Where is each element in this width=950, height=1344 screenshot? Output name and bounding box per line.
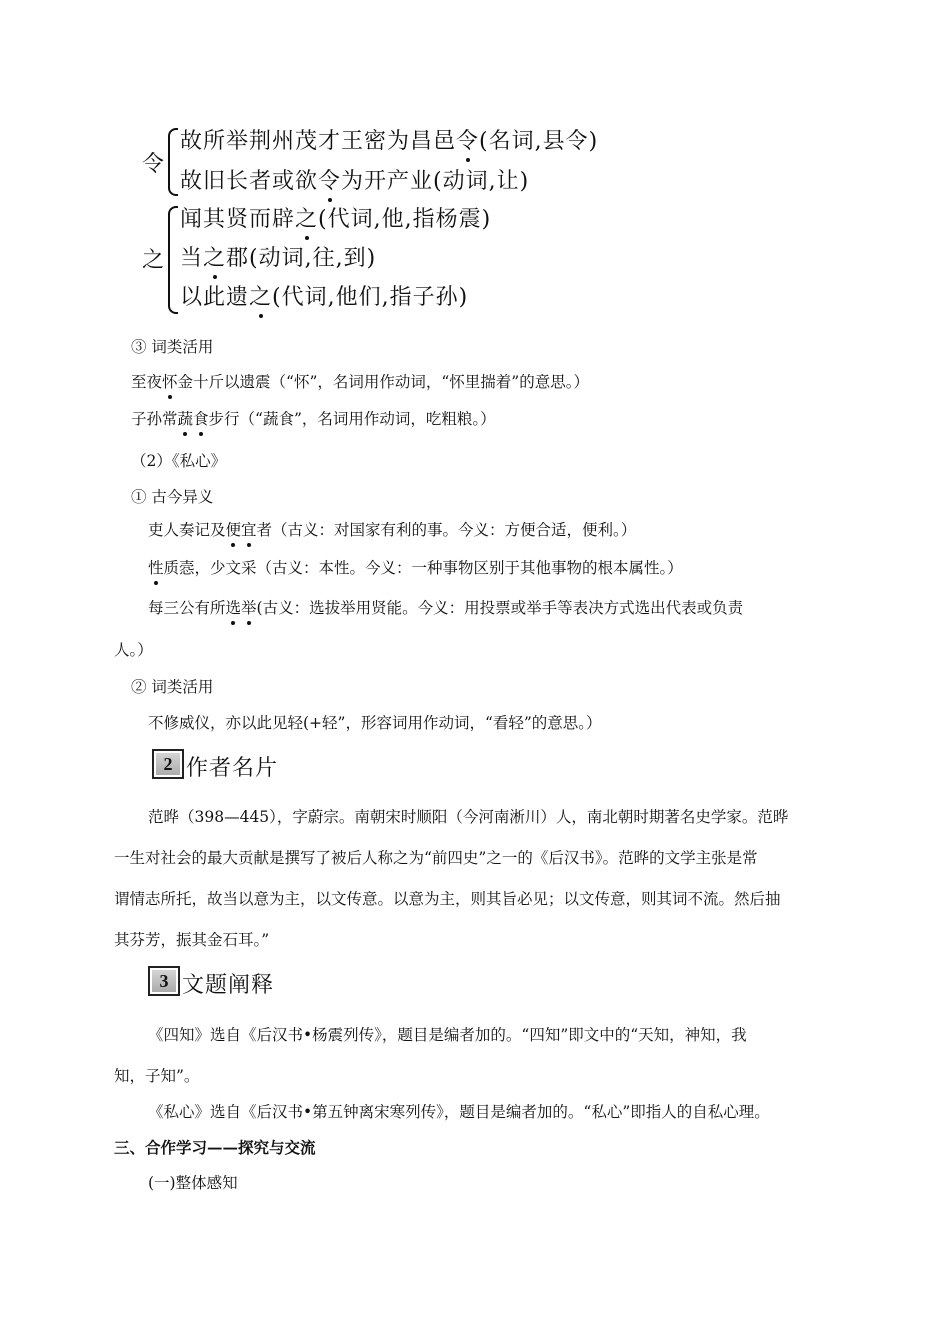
author-line-1: 范晔（398—445），字蔚宗。南朝宋时顺阳（今河南淅川）人，南北朝时期著名史学家。范晔 <box>148 808 789 826</box>
zhi-line-1: 闻其贤而辟之(代词,他,指杨震) <box>180 202 491 233</box>
emphasis-mark: 宜 <box>241 518 257 540</box>
author-line-3: 谓情志所托，故当以意为主，以文传意。以意为主，则其旨必见；以文传意，则其词不流。然后抽 <box>114 890 781 908</box>
ling-brace <box>168 128 178 196</box>
emphasis-mark: 性 <box>148 556 164 578</box>
zhi-line-2: 当之郡(动词,往,到) <box>180 241 376 272</box>
cilei2-sentence: 不修威仪，亦以此见轻(+轻”，形容词用作动词，“看轻”的意思。） <box>148 714 602 732</box>
zhi-line-3: 以此遗之(代词,他们,指子孙) <box>180 280 468 311</box>
title-expl-para-2: 《私心》选自《后汉书•第五钟离宋寒列传》，题目是编者加的。“私心”即指人的自私心理。 <box>148 1103 770 1121</box>
emphasis-mark: 蔬 <box>178 407 194 429</box>
title-expl-section-title: 文题阐释 <box>182 973 275 998</box>
emphasis-mark: 之 <box>203 241 226 272</box>
emphasis-mark: 之 <box>249 280 272 311</box>
zhi-head: 之 <box>142 248 166 273</box>
cilei-sentence-1: 至夜怀金十斤以遗震（“怀”，名词用作动词，“怀里揣着”的意思。） <box>131 370 589 392</box>
gujin-sentence-3-cont: 人。） <box>114 641 153 659</box>
emphasis-mark: 食 <box>193 407 209 429</box>
emphasis-mark: 举 <box>241 596 257 618</box>
title-expl-para-1: 《四知》选自《后汉书•杨震列传》，题目是编者加的。“四知”即文中的“天知，神知，我 <box>148 1026 747 1044</box>
section-3-subheading: (一)整体感知 <box>148 1174 238 1192</box>
author-line-2: 一生对社会的最大贡献是撰写了被后人称之为“前四史”之一的《后汉书》。范晔的文学主张是常 <box>114 849 758 867</box>
sixin-heading: （2）《私心》 <box>131 452 227 470</box>
section-3-heading: 三、合作学习——探究与交流 <box>114 1138 316 1157</box>
section-badge-3: 3 <box>148 966 180 996</box>
author-line-4: 其芬芳，振其金石耳。” <box>114 931 270 949</box>
ling-line-2: 故旧长者或欲令为开产业(动词,让) <box>180 164 529 195</box>
ling-head: 令 <box>142 152 166 177</box>
emphasis-mark: 令 <box>456 124 479 155</box>
gujin-heading: ① 古今异义 <box>131 488 214 506</box>
cilei-sentence-2: 子孙常蔬食步行（“蔬食”，名词用作动词，吃粗粮。） <box>131 407 496 429</box>
author-section-title: 作者名片 <box>186 756 279 781</box>
emphasis-mark: 之 <box>295 202 318 233</box>
gujin-sentence-3: 每三公有所选举(古义：选拔举用贤能。今义：用投票或举手等表决方式选出代表或负责 <box>148 596 743 618</box>
cilei-heading: ③ 词类活用 <box>131 338 214 356</box>
section-badge-2: 2 <box>152 749 184 779</box>
cilei2-heading: ② 词类活用 <box>131 678 214 696</box>
gujin-sentence-1: 吏人奏记及便宜者（古义：对国家有利的事。今义：方便合适，便利。） <box>148 518 636 540</box>
emphasis-mark: 便 <box>226 518 242 540</box>
ling-line-1: 故所举荆州茂才王密为昌邑令(名词,县令) <box>180 124 598 155</box>
zhi-brace <box>168 206 178 314</box>
title-expl-para-1-cont: 知，子知”。 <box>114 1067 200 1085</box>
emphasis-mark: 选 <box>226 596 242 618</box>
emphasis-mark: 令 <box>318 164 341 195</box>
gujin-sentence-2: 性质悫，少文采（古义：本性。今义：一种事物区别于其他事物的根本属性。） <box>148 556 683 578</box>
emphasis-mark: 怀 <box>162 370 178 392</box>
